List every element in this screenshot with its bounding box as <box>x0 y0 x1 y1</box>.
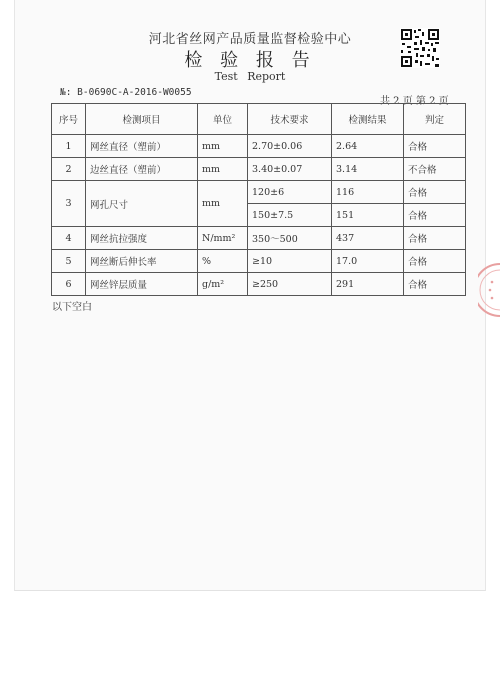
row-requirement: 150±7.5 <box>248 204 332 227</box>
row-requirement: 2.70±0.06 <box>248 135 332 158</box>
row-result: 3.14 <box>332 158 404 181</box>
row-result: 116 <box>332 181 404 204</box>
row-unit: g/m² <box>198 273 248 296</box>
row-requirement: 120±6 <box>248 181 332 204</box>
table-row <box>52 227 466 250</box>
page-indicator: 共 2 页 第 2 页 <box>380 96 449 107</box>
row-verdict: 合格 <box>404 227 466 250</box>
row-verdict: 合格 <box>404 250 466 273</box>
header-verdict: 判定 <box>404 104 466 135</box>
row-verdict: 合格 <box>404 135 466 158</box>
header-requirement: 技术要求 <box>248 104 332 135</box>
row-index: 6 <box>52 273 86 296</box>
report-title-en: Test Report <box>214 70 286 83</box>
row-unit: mm <box>198 135 248 158</box>
table-row <box>52 250 466 273</box>
header-item: 检测项目 <box>86 104 198 135</box>
organization-name: 河北省丝网产品质量监督检验中心 <box>148 32 352 47</box>
row-index: 4 <box>52 227 86 250</box>
row-verdict: 合格 <box>404 181 466 204</box>
row-requirement: ≥10 <box>248 250 332 273</box>
table-row <box>52 273 466 296</box>
report-title: 检 验 报 告 <box>184 50 316 71</box>
row-unit: mm <box>198 181 248 227</box>
row-item: 网丝锌层质量 <box>86 273 198 296</box>
header-result: 检测结果 <box>332 104 404 135</box>
header-index: 序号 <box>52 104 86 135</box>
row-item: 网丝直径（塑前） <box>86 135 198 158</box>
row-index: 3 <box>52 181 86 227</box>
row-index: 5 <box>52 250 86 273</box>
table-header-row <box>52 104 466 135</box>
row-index: 2 <box>52 158 86 181</box>
row-item: 网丝抗拉强度 <box>86 227 198 250</box>
row-requirement: ≥250 <box>248 273 332 296</box>
row-result: 291 <box>332 273 404 296</box>
document-number: №: B-0690C-A-2016-W0055 <box>60 87 192 98</box>
row-unit: N/mm² <box>198 227 248 250</box>
table-row <box>52 181 466 204</box>
table-row <box>52 135 466 158</box>
row-verdict: 合格 <box>404 204 466 227</box>
blank-below-note: 以下空白 <box>52 302 92 313</box>
row-item: 网孔尺寸 <box>86 181 198 227</box>
row-result: 437 <box>332 227 404 250</box>
test-results-table <box>51 103 466 296</box>
row-unit: mm <box>198 158 248 181</box>
row-result: 17.0 <box>332 250 404 273</box>
row-verdict: 合格 <box>404 273 466 296</box>
row-item: 网丝断后伸长率 <box>86 250 198 273</box>
header-unit: 单位 <box>198 104 248 135</box>
row-unit: % <box>198 250 248 273</box>
row-index: 1 <box>52 135 86 158</box>
row-result: 151 <box>332 204 404 227</box>
row-requirement: 350～500 <box>248 227 332 250</box>
table-row <box>52 158 466 181</box>
row-requirement: 3.40±0.07 <box>248 158 332 181</box>
row-result: 2.64 <box>332 135 404 158</box>
seal-stamp-icon <box>478 262 500 318</box>
row-item: 边丝直径（塑前） <box>86 158 198 181</box>
row-verdict: 不合格 <box>404 158 466 181</box>
